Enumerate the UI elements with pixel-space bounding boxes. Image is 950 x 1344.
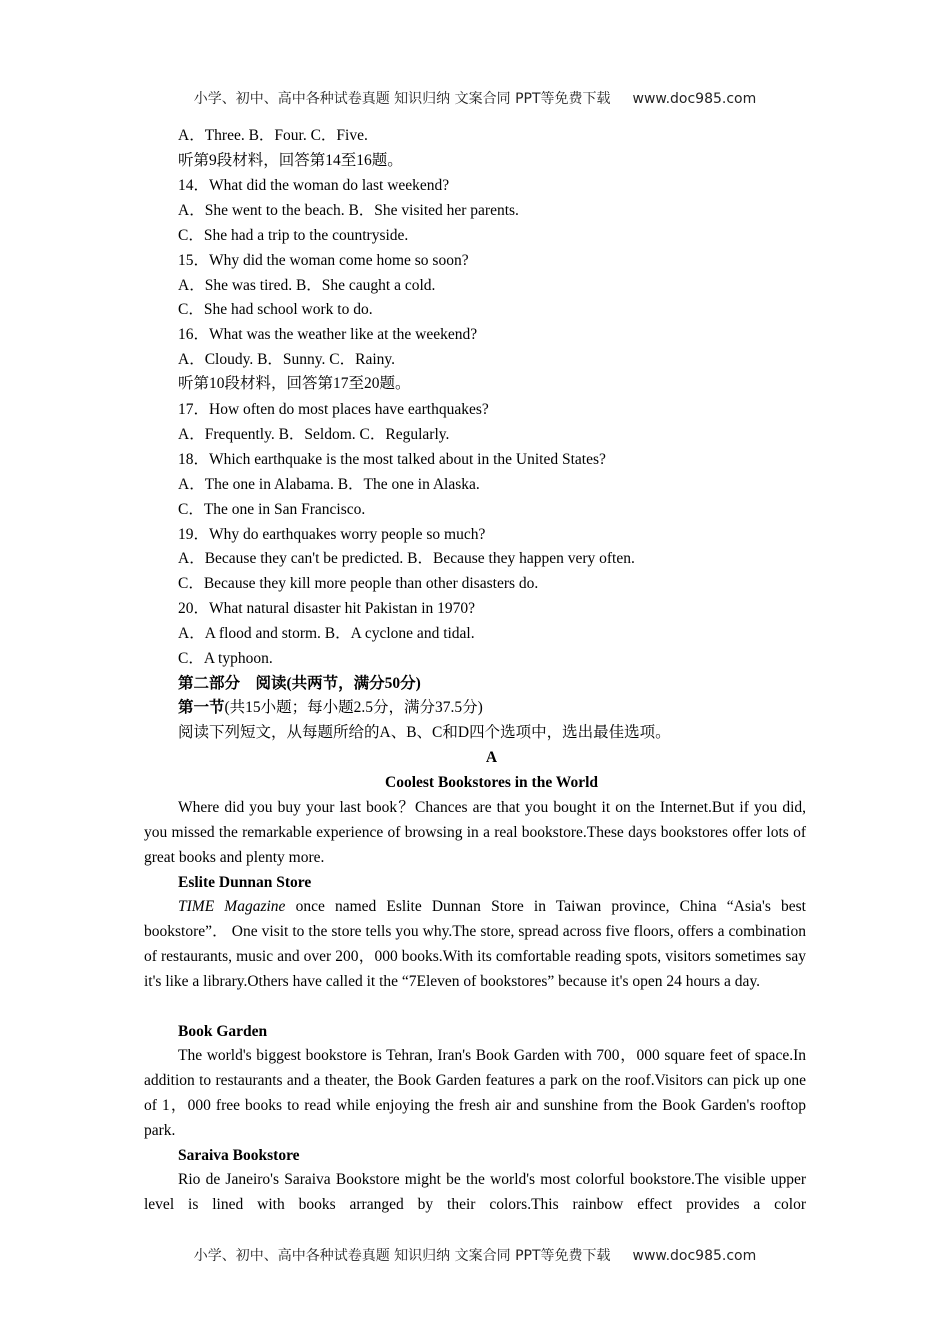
q14-option-c: C．She had a trip to the countryside. xyxy=(178,227,409,244)
page-footer xyxy=(0,1245,950,1265)
footer-url[interactable]: www.doc985.com xyxy=(632,1248,757,1264)
q15-options-ab: A．She was tired. B．She caught a cold. xyxy=(178,277,436,294)
q15-option-c: C．She had school work to do. xyxy=(178,301,373,318)
material-9-instruction: 听第9段材料，回答第14至16题。 xyxy=(178,152,403,169)
material-10-instruction: 听第10段材料，回答第17至20题。 xyxy=(178,375,411,392)
passage-label: A xyxy=(485,749,498,766)
store1-heading: Eslite Dunnan Store xyxy=(178,874,312,891)
q17-options: A．Frequently. B．Seldom. C．Regularly. xyxy=(178,426,450,443)
q16-options: A．Cloudy. B．Sunny. C．Rainy. xyxy=(178,351,396,368)
q17-question: 17．How often do most places have earthquakes? xyxy=(178,401,489,418)
q19-question: 19．Why do earthquakes worry people so much? xyxy=(178,526,486,543)
header-text: 小学、初中、高中各种试卷真题 知识归纳 文案合同 PPT等免费下载 xyxy=(193,91,611,107)
section-1-title xyxy=(178,698,483,718)
section-1-label: 第一节 xyxy=(178,699,225,716)
q14-options-ab: A．She went to the beach. B．She visited her parents. xyxy=(178,202,519,219)
store3-paragraph: Rio de Janeiro's Saraiva Bookstore might be the world's most colorful bookstore.The visible upper level is lined with books arranged by their colors.This rainbow effect provides a color xyxy=(144,1171,806,1213)
q16-question: 16．What was the weather like at the weekend? xyxy=(178,326,478,343)
store3-heading: Saraiva Bookstore xyxy=(178,1147,300,1164)
q15-question: 15．Why did the woman come home so soon? xyxy=(178,252,469,269)
q20-question: 20．What natural disaster hit Pakistan in 1970? xyxy=(178,600,476,617)
footer-text: 小学、初中、高中各种试卷真题 知识归纳 文案合同 PPT等免费下载 xyxy=(193,1248,611,1264)
store1-text: once named Eslite Dunnan Store in Taiwan province, China “Asia's best bookstore”． One visit to the store tells you why.The store, spread across five floors, offers a combination of restaurants, music and over 200，000 books.With its comfortable reading spots, visitors sometimes say it's like a library.Others have called it the “7Eleven of bookstores” because it's open 24 hours a day. xyxy=(144,898,806,990)
store1-paragraph xyxy=(144,895,806,995)
q20-options-ab: A．A flood and storm. B．A cyclone and tidal. xyxy=(178,625,475,642)
store2-paragraph: The world's biggest bookstore is Tehran, Iran's Book Garden with 700，000 square feet of space.In addition to restaurants and a theater, the Book Garden features a park on the roof.Visitors can pick up one of 1，000 free books to read while enjoying the fresh air and sunshine from the Book Garden's rooftop park. xyxy=(144,1047,806,1139)
q14-question: 14．What did the woman do last weekend? xyxy=(178,177,450,194)
q13-options: A．Three. B．Four. C．Five. xyxy=(178,127,368,144)
q18-question: 18．Which earthquake is the most talked about in the United States? xyxy=(178,451,606,468)
passage-intro: Where did you buy your last book？Chances are that you bought it on the Internet.But if you did, you missed the remarkable experience of browsing in a real bookstore.These days bookstores offer lots of great books and plenty more. xyxy=(144,799,806,866)
page-header xyxy=(0,88,950,108)
q18-options-ab: A．The one in Alabama. B．The one in Alaska. xyxy=(178,476,480,493)
magazine-name: TIME Magazine xyxy=(178,898,286,915)
reading-instruction: 阅读下列短文，从每题所给的A、B、C和D四个选项中，选出最佳选项。 xyxy=(178,724,671,741)
q20-option-c: C．A typhoon. xyxy=(178,650,273,667)
store2-heading: Book Garden xyxy=(178,1023,268,1040)
q18-option-c: C．The one in San Francisco. xyxy=(178,501,366,518)
q19-option-c: C．Because they kill more people than other disasters do. xyxy=(178,575,539,592)
section-1-desc: (共15小题；每小题2.5分，满分37.5分) xyxy=(224,699,483,716)
part2-title: 第二部分 阅读(共两节，满分50分) xyxy=(178,675,421,692)
header-url[interactable]: www.doc985.com xyxy=(632,91,757,107)
passage-title: Coolest Bookstores in the World xyxy=(385,774,598,791)
q19-options-ab: A．Because they can't be predicted. B．Because they happen very often. xyxy=(178,550,635,567)
